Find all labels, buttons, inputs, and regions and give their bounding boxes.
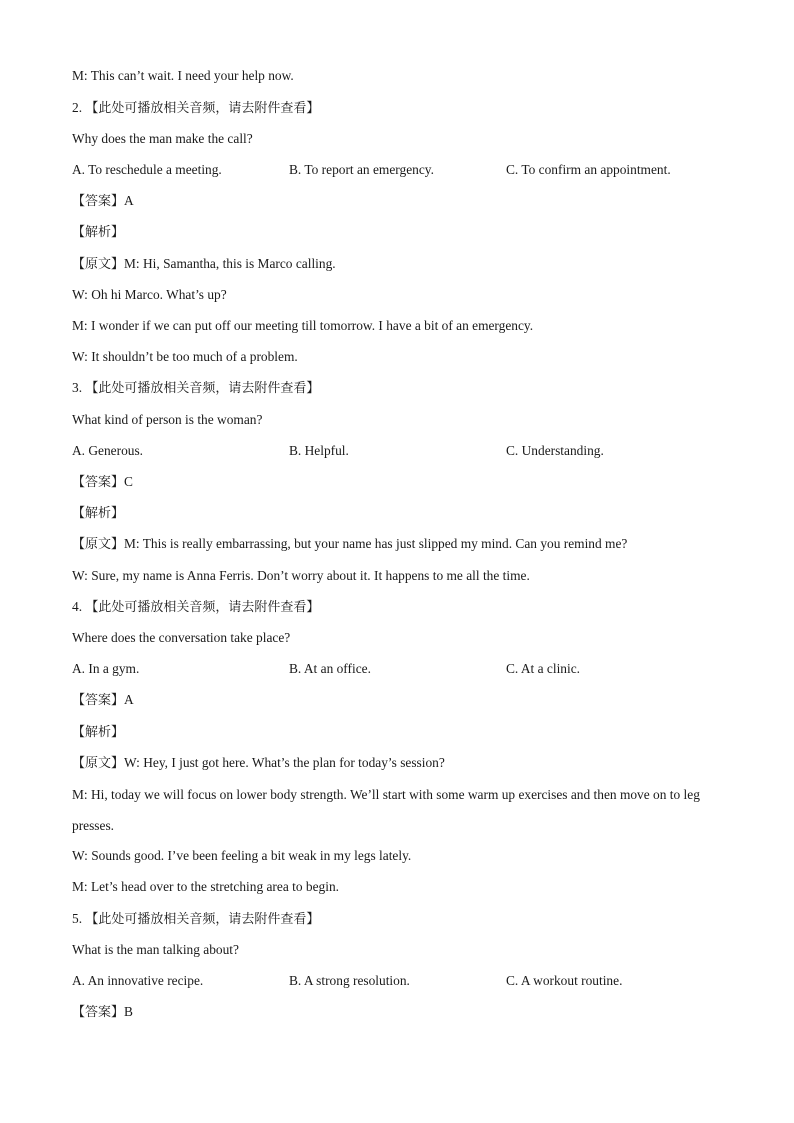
transcript-text: M: Let’s head over to the stretching area to begin. xyxy=(72,879,339,894)
transcript-line xyxy=(72,755,445,772)
transcript-text: M: I wonder if we can put off our meeting till tomorrow. I have a bit of an emergency. xyxy=(72,318,534,333)
analysis-text: 【解析】 xyxy=(72,225,125,240)
option-b: B. To report an emergency. xyxy=(289,162,434,177)
option-b: B. Helpful. xyxy=(289,443,349,458)
audio-placeholder: 【此处可播放相关音频，请去附件查看】 xyxy=(85,101,320,116)
option-b: B. A strong resolution. xyxy=(289,973,410,988)
option-a: A. An innovative recipe. xyxy=(72,973,204,988)
transcript-label: 【原文】 xyxy=(72,257,125,272)
question-number: 2. xyxy=(72,100,86,115)
answer-label: 【答案】 xyxy=(72,693,125,708)
answer-label: 【答案】 xyxy=(72,1005,125,1020)
transcript-text: M: Hi, Samantha, this is Marco calling. xyxy=(124,256,336,271)
question-4-heading xyxy=(72,599,319,616)
question-number: 3. xyxy=(72,380,86,395)
question-text: What kind of person is the woman? xyxy=(72,412,263,427)
transcript-text: W: It shouldn’t be too much of a problem. xyxy=(72,349,298,364)
answer-value: A xyxy=(124,193,134,208)
transcript-line xyxy=(72,568,530,584)
transcript-text: M: Hi, today we will focus on lower body strength. We’ll start with some warm up exercises and then move on to leg presses. xyxy=(72,787,700,833)
option-a: A. Generous. xyxy=(72,443,144,458)
analysis-text: 【解析】 xyxy=(72,506,125,521)
audio-placeholder: 【此处可播放相关音频，请去附件查看】 xyxy=(85,912,320,927)
analysis-label xyxy=(72,505,124,522)
option-c: C. A workout routine. xyxy=(506,973,623,988)
question-text: Where does the conversation take place? xyxy=(72,630,291,645)
question-3-heading xyxy=(72,380,319,397)
analysis-label xyxy=(72,224,124,241)
transcript-line xyxy=(72,349,298,365)
question-5-text xyxy=(72,942,239,958)
answer-value: B xyxy=(124,1004,133,1019)
analysis-label xyxy=(72,724,124,741)
transcript-line xyxy=(72,287,227,303)
question-5-heading xyxy=(72,911,319,928)
transcript-line xyxy=(72,536,627,553)
transcript-line xyxy=(72,256,336,273)
question-2-heading xyxy=(72,100,319,117)
option-a: A. To reschedule a meeting. xyxy=(72,162,222,177)
audio-placeholder: 【此处可播放相关音频，请去附件查看】 xyxy=(85,381,320,396)
question-number: 5. xyxy=(72,911,86,926)
analysis-text: 【解析】 xyxy=(72,725,125,740)
answer-line xyxy=(72,692,134,709)
transcript-line-wrapped xyxy=(72,779,724,841)
transcript-text: W: Oh hi Marco. What’s up? xyxy=(72,287,227,302)
transcript-text: M: This is really embarrassing, but your name has just slipped my mind. Can you remind me? xyxy=(124,536,628,551)
option-b: B. At an office. xyxy=(289,661,371,676)
answer-label: 【答案】 xyxy=(72,194,125,209)
option-c: C. At a clinic. xyxy=(506,661,581,676)
option-c: C. Understanding. xyxy=(506,443,604,458)
transcript-line xyxy=(72,318,533,334)
answer-line xyxy=(72,474,133,491)
answer-label: 【答案】 xyxy=(72,475,125,490)
audio-placeholder: 【此处可播放相关音频，请去附件查看】 xyxy=(85,600,320,615)
question-2-text xyxy=(72,131,253,147)
question-number: 4. xyxy=(72,599,86,614)
transcript-line xyxy=(72,879,339,895)
dialogue-text: M: This can’t wait. I need your help now. xyxy=(72,68,294,83)
transcript-label: 【原文】 xyxy=(72,537,125,552)
question-4-text xyxy=(72,630,290,646)
answer-value: A xyxy=(124,692,134,707)
answer-line xyxy=(72,193,134,210)
transcript-label: 【原文】 xyxy=(72,756,125,771)
transcript-line xyxy=(72,848,411,864)
answer-value: C xyxy=(124,474,133,489)
option-a: A. In a gym. xyxy=(72,661,140,676)
transcript-text: W: Sounds good. I’ve been feeling a bit weak in my legs lately. xyxy=(72,848,412,863)
option-c: C. To confirm an appointment. xyxy=(506,162,671,177)
transcript-text: W: Sure, my name is Anna Ferris. Don’t worry about it. It happens to me all the time. xyxy=(72,568,530,583)
question-text: Why does the man make the call? xyxy=(72,131,253,146)
answer-line xyxy=(72,1004,133,1021)
dialogue-line xyxy=(72,68,294,84)
question-text: What is the man talking about? xyxy=(72,942,239,957)
transcript-text: W: Hey, I just got here. What’s the plan for today’s session? xyxy=(124,755,445,770)
question-3-text xyxy=(72,412,262,428)
